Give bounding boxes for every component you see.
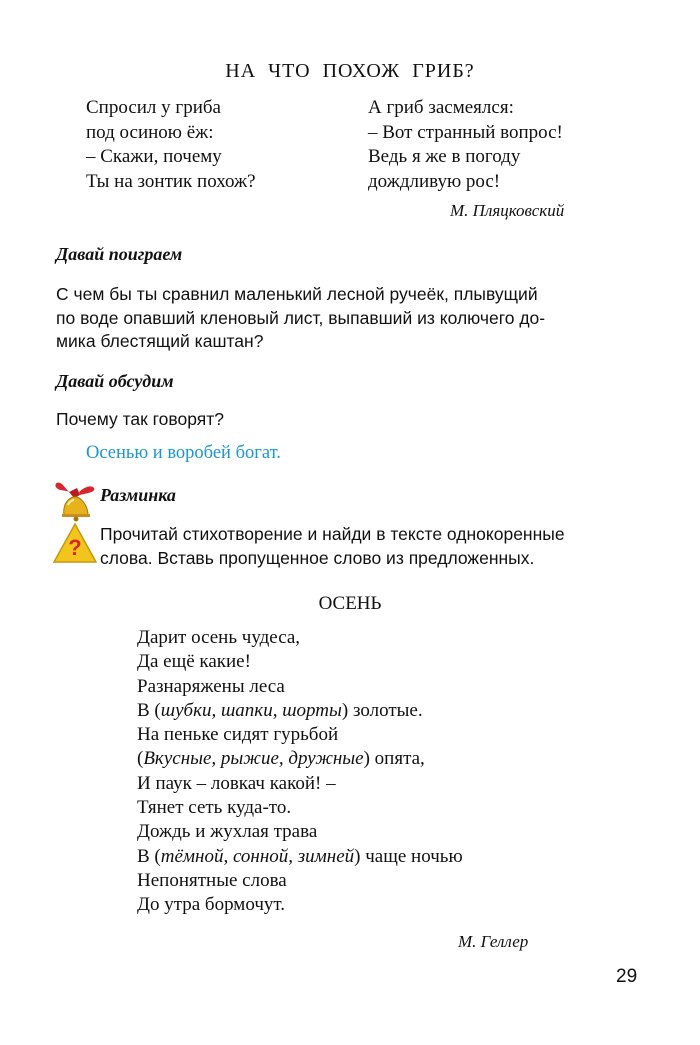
poem-line: Дождь и жухлая трава: [137, 821, 318, 843]
poem-line: – Скажи, почему: [86, 146, 222, 167]
poem-line: [137, 699, 463, 723]
poem-line: До утра бормочут.: [137, 894, 286, 916]
poem-line: дождливую рос!: [368, 170, 501, 192]
poem-line: Разнаряжены леса: [137, 675, 285, 697]
paragraph-line: Прочитай стихотворение и найди в тексте однокоренные: [100, 524, 565, 544]
section-heading-discuss: Давай обсудим: [56, 371, 174, 391]
text-fragment: В (: [137, 845, 161, 867]
poem-line: Непонятные слова: [137, 869, 287, 891]
poem-author: М. Геллер: [458, 932, 529, 951]
word-options: шубки, шапки, шорты: [160, 699, 342, 721]
poem-line: Спросил у гриба: [86, 97, 221, 118]
poem-line: [137, 747, 463, 771]
bell-icon: [52, 478, 98, 522]
poem-line: Дарит осень чудеса,: [137, 627, 301, 648]
text-fragment: ) чаще ночью: [354, 845, 463, 867]
page-number: 29: [616, 966, 638, 987]
poem-line: Ведь я же в погоду: [368, 146, 521, 167]
proverb: Осенью и воробей богат.: [86, 443, 281, 463]
poem-title: ОСЕНЬ: [318, 593, 382, 614]
poem-line: Ты на зонтик похож?: [86, 170, 256, 192]
paragraph-line: по воде опавший кленовый лист, выпавший из колючего до-: [56, 307, 546, 328]
poem-line: Да ещё какие!: [137, 651, 251, 673]
paragraph-line: мика блестящий каштан?: [56, 331, 264, 351]
discuss-question: Почему так говорят?: [56, 409, 225, 429]
word-options: тёмной, сонной, зимней: [160, 845, 355, 867]
poem-author: М. Пляцковский: [450, 201, 565, 220]
poem-left-column: [86, 96, 256, 194]
poem-line: А гриб засмеялся:: [368, 97, 514, 118]
poem-line: Тянет сеть куда-то.: [137, 797, 292, 819]
poem-line: На пеньке сидят гурьбой: [137, 724, 339, 746]
text-fragment: ) золотые.: [341, 699, 423, 721]
paragraph-line: С чем бы ты сравнил маленький лесной ручеёк, плывущий: [56, 284, 538, 304]
section-heading-play: Давай поиграем: [56, 244, 183, 264]
poem-line: под осиною ёж:: [86, 121, 214, 143]
poem-title: НА ЧТО ПОХОЖ ГРИБ?: [225, 60, 475, 82]
section-heading-warmup: Разминка: [100, 485, 176, 505]
poem-line: – Вот странный вопрос!: [368, 121, 563, 143]
paragraph-line: слова. Вставь пропущенное слово из предложенных.: [100, 547, 535, 568]
poem-line: И паук – ловкач какой! –: [137, 772, 336, 794]
svg-text:?: ?: [68, 535, 82, 560]
text-fragment: (: [137, 748, 144, 770]
poem-body: [137, 626, 463, 918]
word-options: Вкусные, рыжие, дружные: [143, 748, 364, 770]
poem-right-column: [368, 96, 563, 194]
warmup-instructions: [100, 523, 565, 570]
poem-line: [137, 845, 463, 869]
play-paragraph: [56, 283, 545, 354]
question-sign-icon: [52, 522, 98, 564]
text-fragment: В (: [137, 699, 161, 721]
text-fragment: ) опята,: [363, 748, 425, 770]
